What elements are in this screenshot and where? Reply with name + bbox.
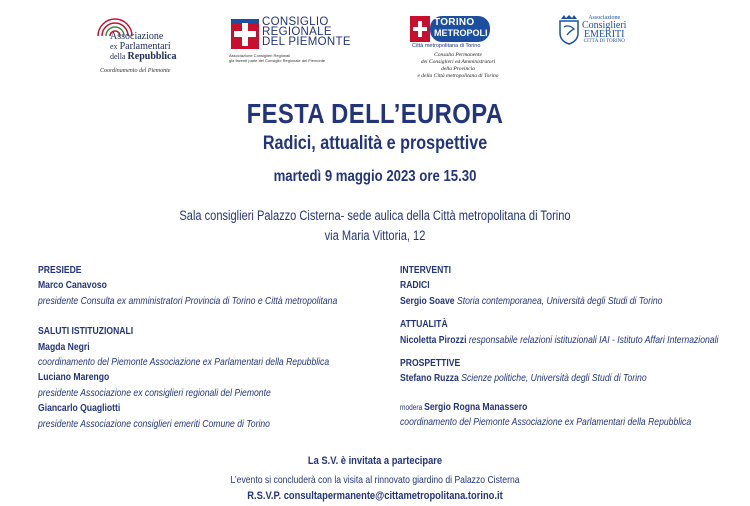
saluti-name-2: Luciano Marengo [38,371,110,384]
attualita-role: responsabile relazioni istituzionali IAI - Istituto Affari Internazionali [466,333,719,346]
rsvp-line [56,490,694,502]
consiglio-sub1: Associazione Consiglieri Regionali [229,53,291,58]
interventi-heading: INTERVENTI [400,264,452,276]
radici-heading: RADICI [400,279,430,292]
torino-sub: Città metropolitana di Torino [412,43,481,49]
consiglio-sub2: già facenti parte del Consiglio Regionale del Piemonte [229,58,326,63]
emeriti-line3: EMERITI [583,29,625,40]
torino-line2: METROPOLI [434,28,488,38]
piemonte-shield-icon [231,19,259,49]
radici-name: Sergio Soave [400,294,455,307]
saluti-name-3: Giancarlo Quagliotti [38,402,121,415]
event-date: martedì 9 maggio 2023 ore 15.30 [273,168,477,185]
page-title: FESTA DELL’EUROPA [246,98,504,129]
logo-consiglio-regionale [229,16,351,65]
saluti-role-1: coordinamento del Piemonte Associazione ex Parlamentari della Repubblica [38,356,330,369]
assoc-line2: Parlamentari [119,41,171,52]
consiglio-line3: DEL PIEMONTE [262,36,351,48]
presiede-name: Marco Canavoso [38,279,107,292]
attualita-name: Nicoletta Pirozzi [400,333,467,346]
invite-text: La S.V. è invitata a partecipare [307,455,443,467]
saluti-heading: SALUTI ISTITUZIONALI [38,325,134,338]
consiglio-line1: CONSIGLIO [262,16,329,28]
logo-assoc-parlamentari: Associazione ex Parlamentari della Repubblica Coordinamento del Piemonte [92,14,192,76]
logo-torino-metropoli [408,15,508,87]
venue-line1: Sala consiglieri Palazzo Cisterna- sede aulica della Città metropolitana di Torino [179,208,571,223]
venue-line2: via Maria Vittoria, 12 [324,228,426,243]
emeriti-line2: Consiglieri [582,20,627,31]
logo-consiglieri-emeriti [558,15,658,55]
presiede-heading: PRESIEDE [38,264,82,276]
consiglio-line2: REGIONALE [262,26,332,38]
presiede-role: presidente Consulta ex amministratori Provincia di Torino e Città metropolitana [38,294,338,307]
torino-consulta1: Consulta Permanente [434,52,482,58]
modera-role: coordinamento del Piemonte Associazione ex Parlamentari della Repubblica [400,416,692,429]
prospettive-heading: PROSPETTIVE [400,357,461,370]
page-subtitle: Radici, attualità e prospettive [262,133,488,154]
city-crest-icon [558,15,580,45]
assoc-line1: Associazione [110,31,164,42]
modera-name: Sergio Rogna Manassero [424,400,528,413]
torino-consulta2: dei Consiglieri ed Amministratori [420,59,496,65]
prospettive-name: Stefano Ruzza [400,372,459,385]
torino-line1: TORINO [434,17,475,28]
rsvp-email-link[interactable]: consultapermanente@cittametropolitana.torino.it [283,490,503,502]
radici-role: Storia contemporanea, Università degli Studi di Torino [454,294,663,307]
modera-label: modera [400,402,425,412]
assoc-sub: Coordinamento del Piemonte [100,68,171,74]
torino-consulta4: e della Città metropolitana di Torino [417,73,499,79]
rsvp-label: R.S.V.P. [247,490,284,502]
attualita-heading: ATTUALITÀ [400,318,448,331]
program-right [400,263,719,431]
torino-consulta3: della Provincia [441,66,475,72]
program-left [38,263,350,432]
saluti-role-3: presidente Associazione consiglieri emeriti Comune di Torino [38,417,270,430]
emeriti-line4: CITTÀ DI TORINO [583,39,625,44]
assoc-line3: Repubblica [127,51,177,62]
prospettive-role: Scienze politiche, Università degli Studi di Torino [458,372,647,385]
saluti-name-1: Magda Negri [38,340,90,353]
emeriti-line1: Associazione [588,15,621,21]
saluti-role-2: presidente Associazione ex consiglieri regionali del Piemonte [38,386,271,399]
closing-note: L’evento si concluderà con la visita al rinnovato giardino di Palazzo Cisterna [230,474,520,486]
